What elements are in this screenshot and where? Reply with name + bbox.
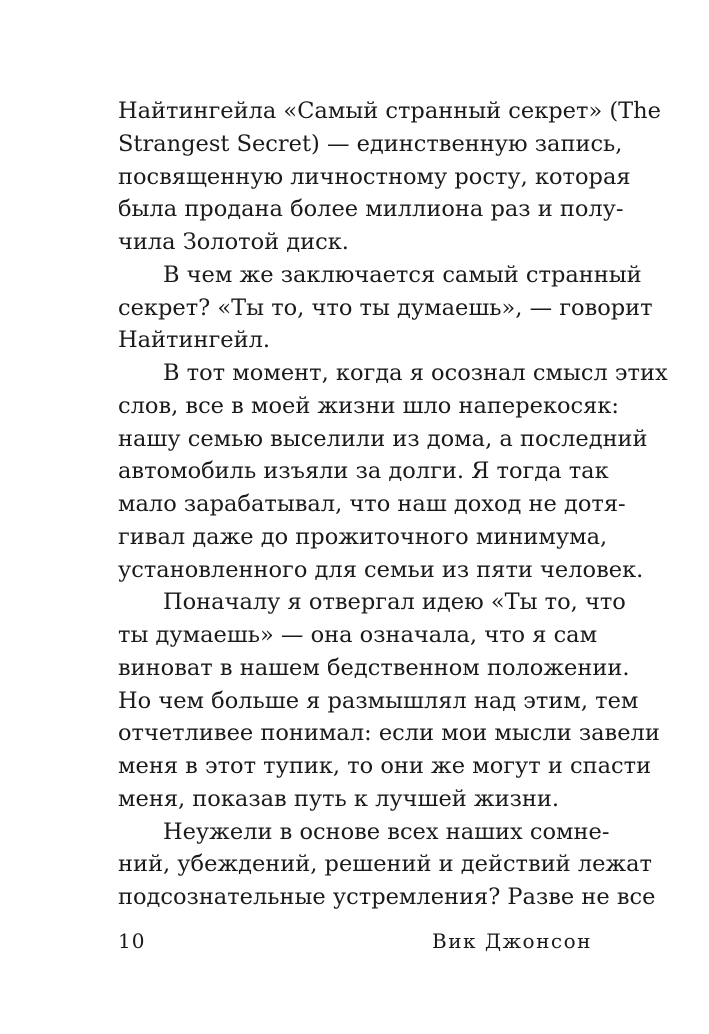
- text-line: ты думаешь» — она означала, что я сам: [118, 622, 598, 648]
- text-line: секрет? «Ты то, что ты думаешь», — говорит: [118, 294, 653, 321]
- paragraph-first-line: В чем же заключается самый странный: [163, 261, 642, 288]
- text-line: Но чем больше я размышлял над этим, тем: [118, 687, 639, 714]
- text-line: гивал даже до прожиточного минимума,: [118, 523, 608, 550]
- text-line: мало зарабатывал, что наш доход не дотя-: [118, 491, 626, 517]
- text-line: нашу семью выселили из дома, а последний: [118, 425, 648, 452]
- text-line: ний, убеждений, решений и действий лежат: [118, 851, 652, 878]
- running-footer-author: Вик Джонсон: [432, 929, 592, 953]
- text-line: подсознательные устремления? Разве не все: [118, 884, 656, 910]
- paragraph-first-line: Поначалу я отвергал идею «Ты то, что: [163, 589, 626, 616]
- paragraph-first-line: В тот момент, когда я осознал смысл этих: [163, 360, 668, 386]
- text-line: отчетливее понимал: если мои мысли завели: [118, 720, 660, 747]
- text-line: автомобиль изъяли за долги. Я тогда так: [118, 458, 609, 485]
- text-line: установленного для семьи из пяти человек.: [118, 556, 644, 583]
- page-number: 10: [118, 929, 146, 953]
- paragraph-first-line: Неужели в основе всех наших сомне-: [163, 818, 610, 845]
- text-line: виноват в нашем бедственном положении.: [118, 654, 630, 681]
- text-line: Strangest Secret) — единственную запись,: [118, 130, 623, 157]
- text-line: чила Золотой диск.: [118, 229, 349, 255]
- text-line: Найтингейла «Самый странный секрет» (The: [118, 98, 661, 124]
- text-line: меня, показав путь к лучшей жизни.: [118, 785, 560, 812]
- text-line: посвященную личностному росту, которая: [118, 163, 631, 190]
- text-line: Найтингейл.: [118, 327, 271, 354]
- text-line: меня в этот тупик, то они же могут и спасти: [118, 753, 652, 779]
- text-line: была продана более миллиона раз и полу-: [118, 196, 624, 223]
- text-line: слов, все в моей жизни шло наперекосяк:: [118, 392, 619, 419]
